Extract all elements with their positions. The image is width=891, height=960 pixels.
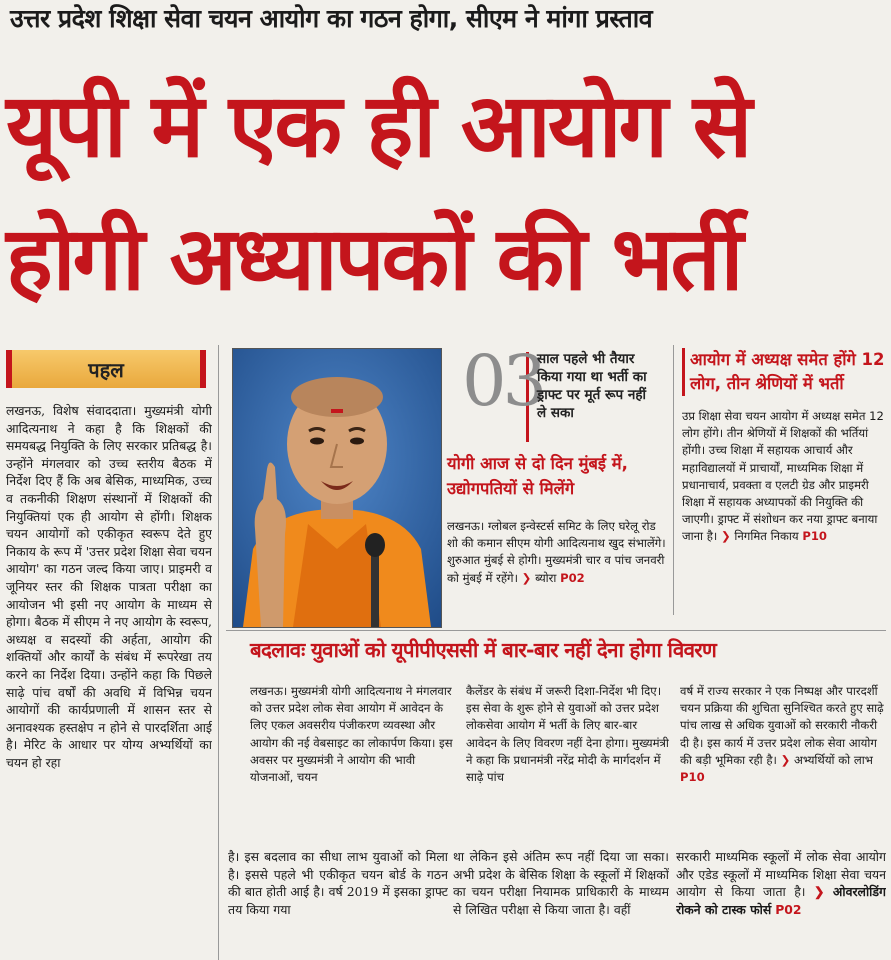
badlav-column-1: लखनऊ। मुख्यमंत्री योगी आदित्यनाथ ने मंगलवार को उत्तर प्रदेश लोक सेवा आयोग में आवेदन के लिए एकल अवसरीय पंजीकरण व्यवस्था और आयोग की नई वेबसाइट का लोकार्पण किया। इस अवसर पर मुख्यमंत्री ने आयोग की भावी योजनाओं, चयन [250, 684, 453, 785]
badlav-page-ref[interactable]: P10 [680, 770, 705, 785]
main-headline-line2: होगी अध्यापकों की भर्ती [6, 207, 741, 310]
yogi-adityanath-photo [232, 348, 442, 628]
arrow-icon: ❯ [780, 752, 791, 767]
badlav-column-2: कैलेंडर के संबंध में जरूरी दिशा-निर्देश भी दिए। इस सेवा के शुरू होने से युवाओं को उत्तर प्रदेश लोकसेवा आयोग में भर्ती के लिए बार-बार आवेदन के लिए विवरण नहीं देना होगा। मुख्यमंत्री ने कहा कि प्रधानमंत्री नरेंद्र मोदी के मार्गदर्शन में साढ़े पांच [466, 684, 669, 785]
right-box-headline: आयोग में अध्यक्ष समेत होंगे 12 लोग, तीन श्रेणियों में भर्ती [682, 348, 885, 396]
column-divider [673, 345, 674, 615]
right-box-story [682, 408, 885, 618]
badlav-column-3 [680, 683, 886, 833]
section-tag: पहल [6, 350, 206, 388]
continued-column-3 [676, 848, 886, 956]
arrow-icon: ❯ [720, 529, 731, 544]
right-box-ref-label[interactable]: निगमित निकाय [734, 529, 799, 544]
badlav-ref-label[interactable]: अभ्यर्थियों को लाभ [794, 752, 873, 767]
badlav-column-3-text: वर्ष में राज्य सरकार ने एक निष्पक्ष और पारदर्शी चयन प्रक्रिया की शुचिता सुनिश्चित करते हुए साढ़े पांच लाख से अधिक युवाओं को सरकारी नौकरी दी है। इस कार्य में उत्तर प्रदेश लोक सेवा आयोग की बड़ी भूमिका रही है। [680, 684, 884, 767]
mumbai-story [447, 518, 669, 618]
column-divider [218, 345, 219, 960]
kicker-headline: उत्तर प्रदेश शिक्षा सेवा चयन आयोग का गठन होगा, सीएम ने मांगा प्रस्ताव [10, 4, 653, 33]
mumbai-headline: योगी आज से दो दिन मुंबई में, उद्योगपतियों से मिलेंगे [447, 454, 628, 498]
main-headline-line1: यूपी में एक ही आयोग से [6, 74, 750, 177]
section-rule [226, 630, 886, 631]
main-story-text: लखनऊ, विशेष संवाददाता। मुख्यमंत्री योगी आदित्यनाथ ने कहा है कि शिक्षकों की समयबद्ध नियुक्ति के लिए सरकार प्रतिबद्ध है। उन्होंने मंगलवार को उच्च स्तरीय बैठक में निर्देश दिए हैं कि अब बेसिक, माध्यमिक, उच्च व तकनीकी शिक्षण संस्थानों में शिक्षकों की नियुक्तियां एक ही आयोग से होंगी। शिक्षक चयन आयोगों को एकीकृत स्वरूप देते हुए निकाय के रूप में 'उत्तर प्रदेश शिक्षा सेवा चयन आयोग' का गठन जल्द किया जाए। प्राइमरी व जूनियर स्तर की शिक्षक पात्रता परीक्षा का आयोजन भी इसी नए आयोग के माध्यम से होगा। बैठक में सीएम ने नए आयोग के स्वरूप, अध्यक्ष व सदस्यों की अर्हता, आयोग की शक्तियों और कार्यों के संबंध में रूपरेखा तय करने का निर्देश दिया। उन्होंने कहा कि पिछले साढ़े पांच वर्षों की अवधि में विभिन्न चयन आयोगों की कार्यप्रणाली में शासन स्तर से अनावश्यक हस्तक्षेप न होने से पारदर्शिता आई है। मेरिट के आधार पर योग्य अभ्यर्थियों का चयन हो रहा [6, 403, 212, 770]
mumbai-page-ref[interactable]: P02 [560, 570, 585, 585]
portrait-illustration [233, 349, 441, 627]
continued-page-ref[interactable]: P02 [775, 901, 802, 917]
mumbai-ref-label[interactable]: ब्योरा [535, 570, 557, 585]
arrow-icon: ❯ [814, 884, 825, 900]
continued-column-3-text: सरकारी माध्यमिक स्कूलों में लोक सेवा आयोग और एडेड स्कूलों में माध्यमिक शिक्षा सेवा चयन आयोग से किया जाता है। [676, 849, 886, 900]
continued-column-1: है। इस बदलाव का सीधा लाभ युवाओं को मिला है। इससे पहले भी एकीकृत चयन बोर्ड के गठन की बात होती आई है। वर्ष 2019 में इसका ड्राफ्ट तय किया गया [228, 849, 448, 917]
mumbai-story-text: लखनऊ। ग्लोबल इन्वेस्टर्स समिट के लिए घरेलू रोड शो की कमान सीएम योगी आदित्यनाथ खुद संभालेंगे। शुरुआत मुंबई से होगी। मुख्यमंत्री चार व पांच जनवरी को मुंबई में रहेंगे। [447, 519, 666, 585]
arrow-icon: ❯ [521, 570, 532, 585]
right-box-page-ref[interactable]: P10 [802, 529, 827, 544]
badlav-headline: बदलावः युवाओं को यूपीपीएससी में बार-बार नहीं देना होगा विवरण [250, 638, 717, 662]
box03-text: साल पहले भी तैयार किया गया था भर्ती का ड्राफ्ट पर मूर्त रूप नहीं ले सका [537, 351, 647, 421]
continued-column-2: था लेकिन इसे अंतिम रूप नहीं दिया जा सका। अभी प्रदेश के बेसिक शिक्षा के स्कूलों में शिक्षकों का चयन परीक्षा नियामक प्राधिकारी के माध्यम से लिखित परीक्षा से किया जाता है। वहीं [453, 849, 669, 917]
box03-number: 03 [462, 340, 544, 422]
right-box-text: उप्र शिक्षा सेवा चयन आयोग में अध्यक्ष समेत 12 लोग होंगे। तीन श्रेणियों में शिक्षकों की भर्तियां होंगी। उच्च शिक्षा में सहायक आचार्य और महाविद्यालयों में प्राचार्यों, माध्यमिक शिक्षा में प्रधानाचार्य, प्रवक्ता व एलटी ग्रेड और प्राइमरी शिक्षा में सहायक अध्यापकों की नियुक्ति की जाएगी। ड्राफ्ट में संशोधन कर नया ड्राफ्ट बनाया जाना है। [682, 409, 884, 544]
continued-ref-label[interactable]: ओवरलोडिंग रोकने को टास्क फोर्स [676, 884, 886, 917]
